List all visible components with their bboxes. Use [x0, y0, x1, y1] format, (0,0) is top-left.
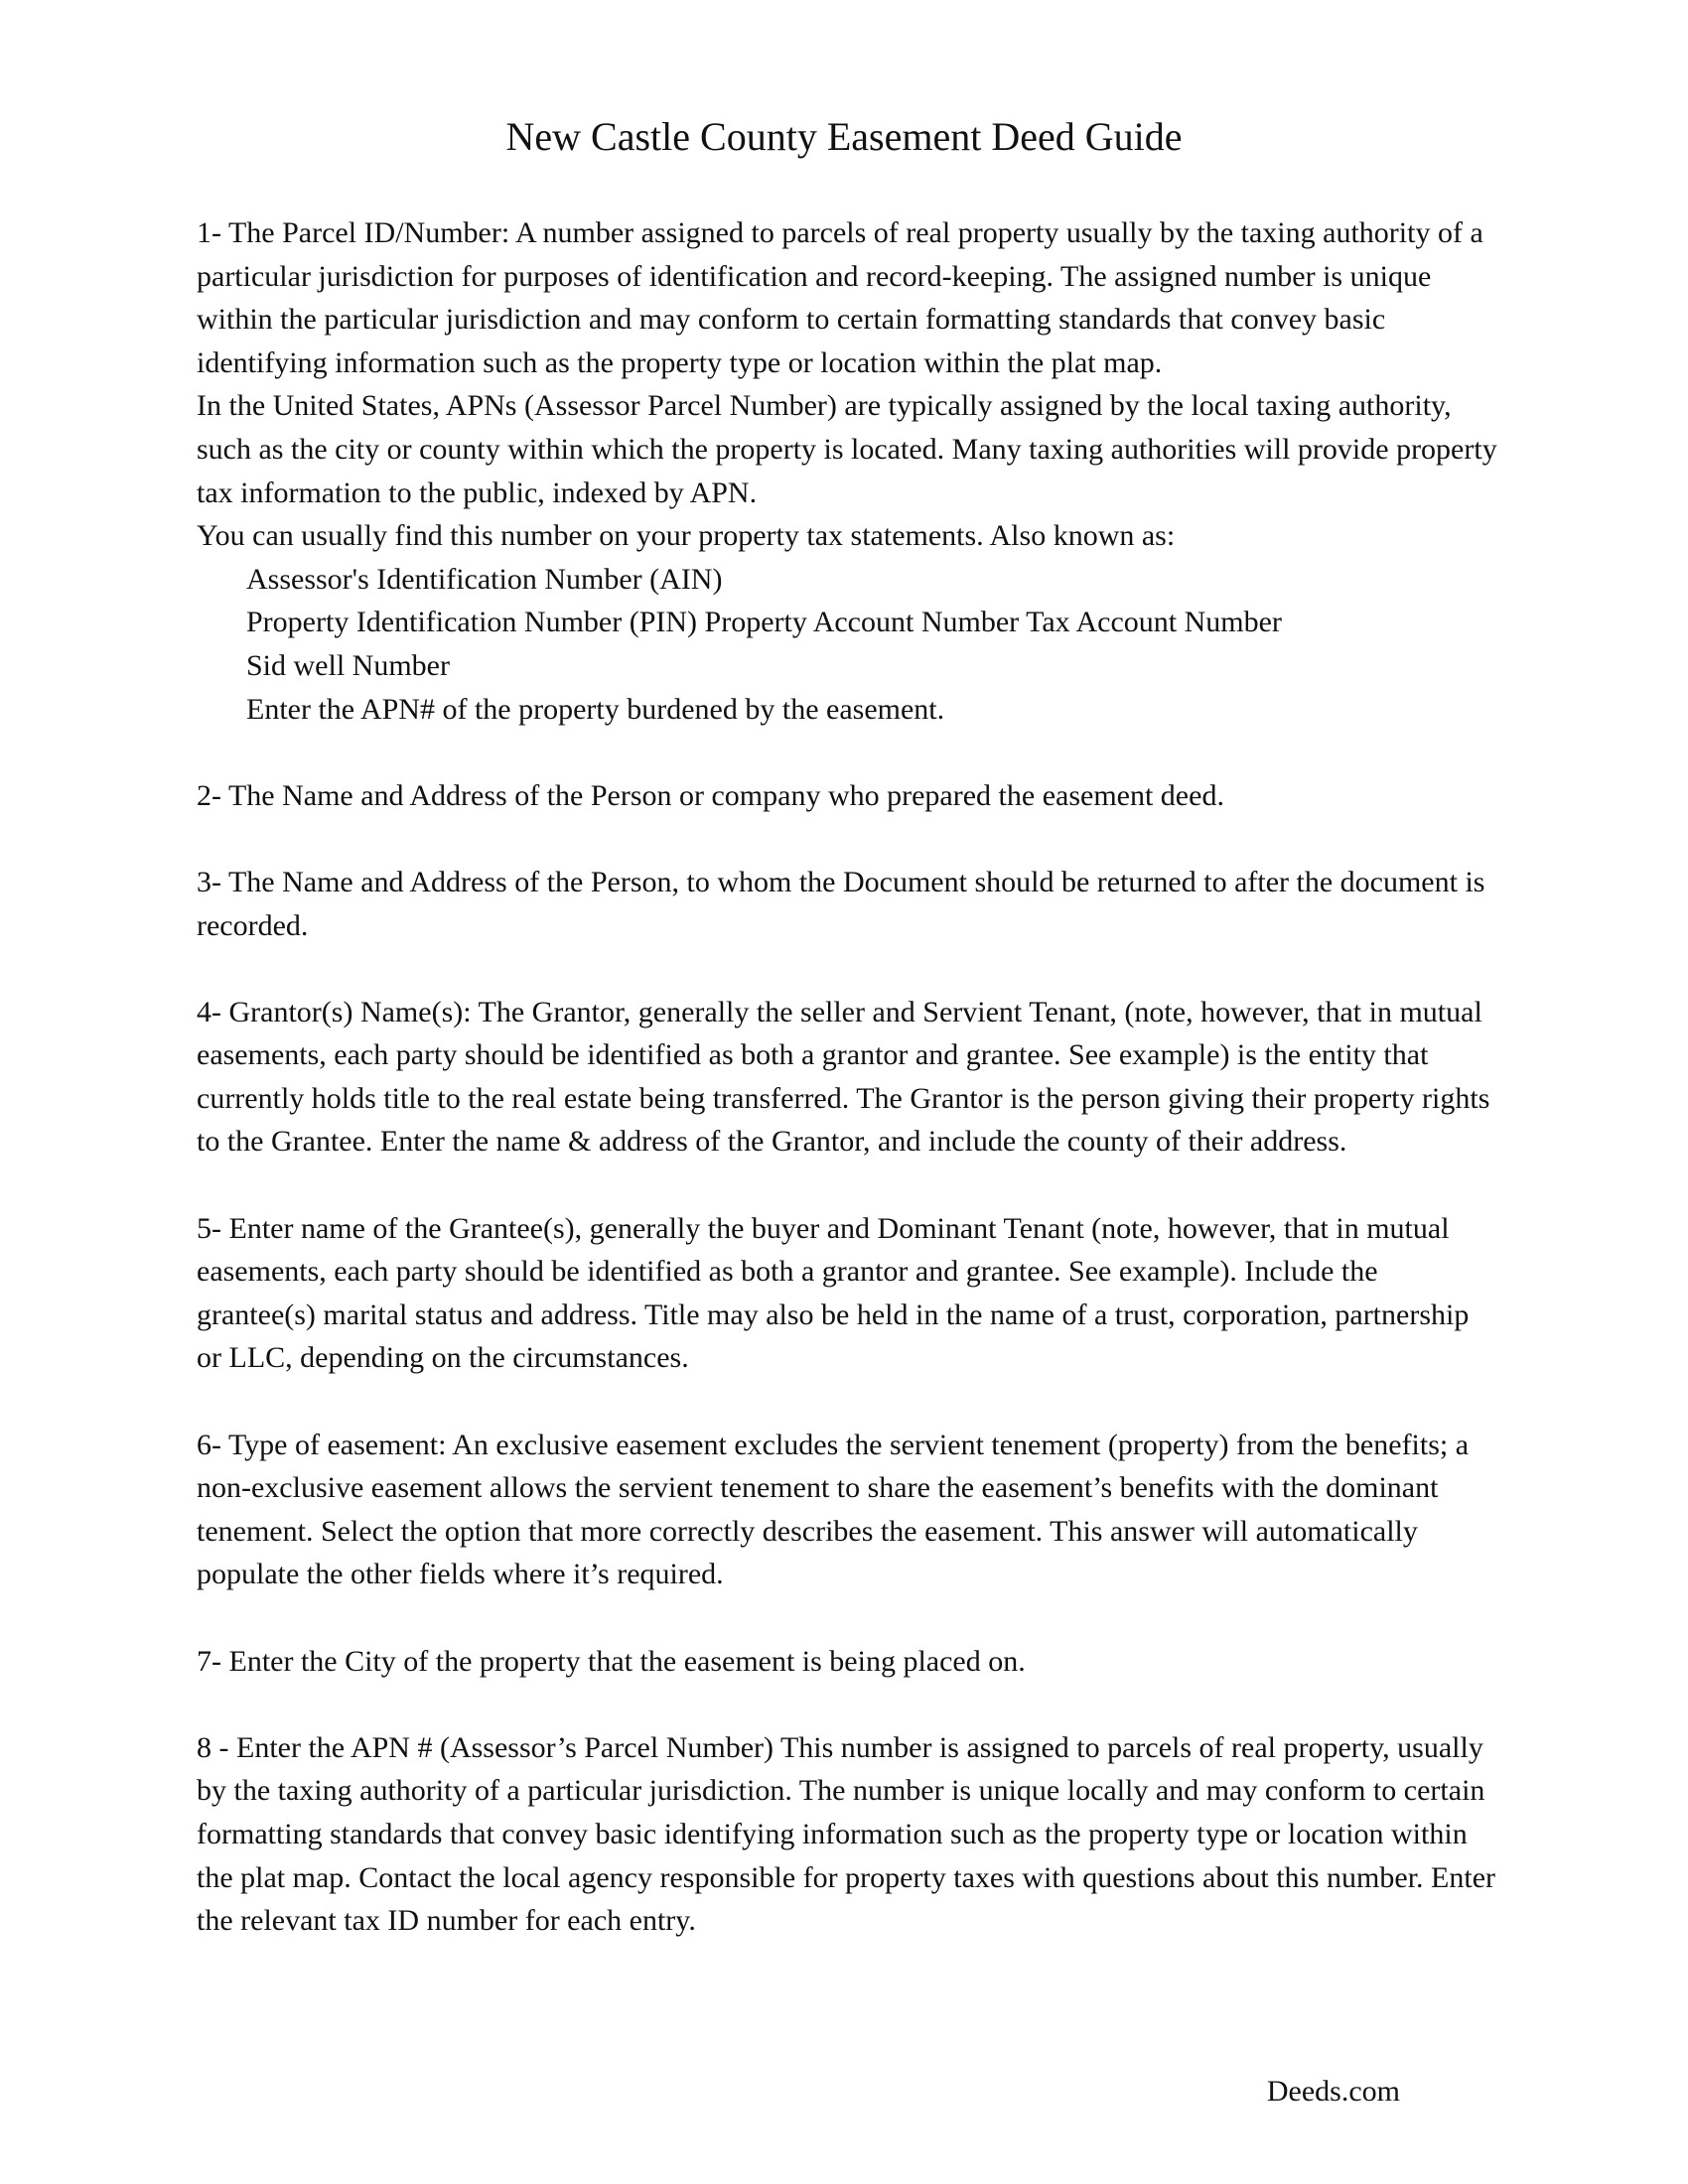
footer-brand: Deeds.com [1266, 2075, 1400, 2108]
section-7: 7- Enter the City of the property that the easement is being placed on. [197, 1644, 1026, 1678]
section-1-paragraph-2: In the United States, APNs (Assessor Parcel Number) are typically assigned by the local taxing authority, such as the city or county within which the property is located. Many taxing authorities will provide property tax information to the public, indexed by APN. [197, 389, 1497, 509]
aka-item-sidwell: Sid well Number [246, 648, 450, 682]
section-1-instruction: Enter the APN# of the property burdened by the easement. [246, 692, 945, 726]
section-1 [197, 211, 1497, 731]
section-3: 3- The Name and Address of the Person, to whom the Document should be returned to after the document is recorded. [197, 865, 1485, 942]
section-4: 4- Grantor(s) Name(s): The Grantor, generally the seller and Servient Tenant, (note, however, that in mutual easements, each party should be identified as both a grantor and grantee. See example) is the entity that currently holds title to the real estate being transferred. The Grantor is the person giving their property rights to the Grantee. Enter the name & address of the Grantor, and include the county of their address. [197, 995, 1490, 1159]
section-1-paragraph-1: 1- The Parcel ID/Number: A number assigned to parcels of real property usually by the taxing authority of a particular jurisdiction for purposes of identification and record-keeping. The assigned number is unique within the particular jurisdiction and may conform to certain formatting standards that convey basic identifying information such as the property type or location within the plat map. [197, 216, 1483, 379]
aka-item-pin: Property Identification Number (PIN) Property Account Number Tax Account Number [246, 606, 1282, 639]
document-body [197, 211, 1497, 1943]
section-6: 6- Type of easement: An exclusive easement excludes the servient tenement (property) from the benefits; a non-exclusive easement allows the servient tenement to share the easement’s benefits with the dominant tenement. Select the option that more correctly describes the easement. This answer will automatically populate the other fields where it’s required. [197, 1428, 1470, 1591]
section-2: 2- The Name and Address of the Person or company who prepared the easement deed. [197, 778, 1224, 812]
document-title: New Castle County Easement Deed Guide [505, 114, 1183, 159]
section-1-paragraph-3: You can usually find this number on your property tax statements. Also known as: [197, 519, 1176, 553]
aka-item-ain: Assessor's Identification Number (AIN) [246, 562, 723, 596]
section-8: 8 - Enter the APN # (Assessor’s Parcel Number) This number is assigned to parcels of real property, usually by the taxing authority of a particular jurisdiction. The number is unique locally and may conform to certain formatting standards that convey basic identifying information such as the property type or location within the plat map. Contact the local agency responsible for property taxes with questions about this number. Enter the relevant tax ID number for each entry. [197, 1730, 1496, 1938]
section-5: 5- Enter name of the Grantee(s), generally the buyer and Dominant Tenant (note, however, that in mutual easements, each party should be identified as both a grantor and grantee. See example). Include the grantee(s) marital status and address. Title may also be held in the name of a trust, corporation, partnership or LLC, depending on the circumstances. [197, 1211, 1470, 1375]
